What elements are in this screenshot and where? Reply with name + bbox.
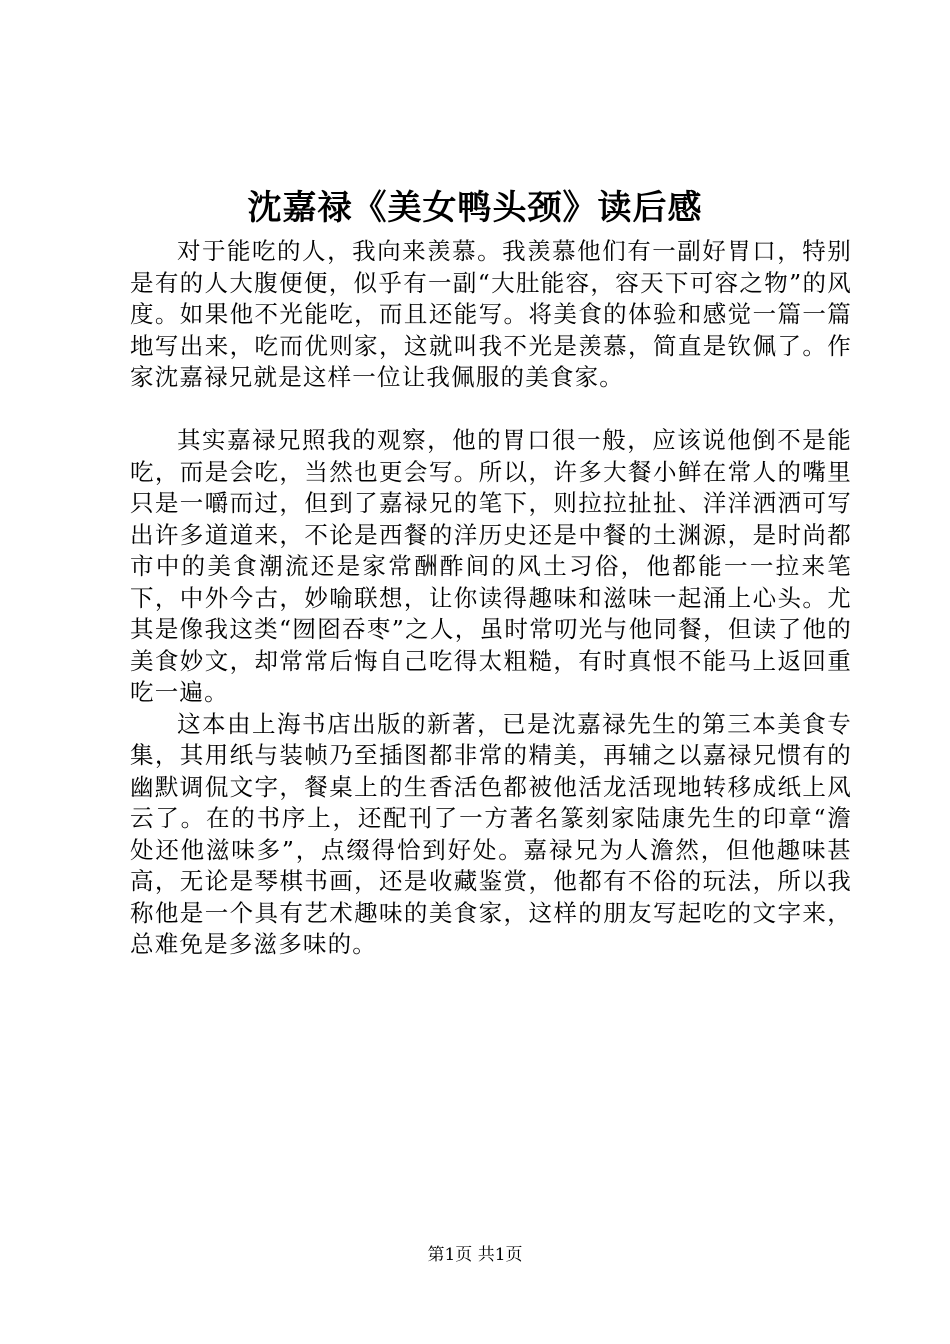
document-body — [130, 236, 852, 961]
document-title: 沈嘉禄《美女鸭头颈》读后感 — [247, 188, 703, 228]
paragraph-3: 这本由上海书店出版的新著，已是沈嘉禄先生的第三本美食专集，其用纸与装帧乃至插图都非常的精美，再辅之以嘉禄兄惯有的幽默调侃文字，餐桌上的生香活色都被他活龙活现地转移成纸上风云了。在的书序上，还配刊了一方著名篆刻家陆康先生的印章“澹处还他滋味多”，点缀得恰到好处。嘉禄兄为人澹然，但他趣味甚高，无论是琴棋书画，还是收藏鉴赏，他都有不俗的玩法，所以我称他是一个具有艺术趣味的美食家，这样的朋友写起吃的文字来，总难免是多滋多味的。 — [130, 709, 852, 958]
page-footer: 第1页 共1页 — [427, 1245, 523, 1265]
paragraph-2: 其实嘉禄兄照我的观察，他的胃口很一般，应该说他倒不是能吃，而是会吃，当然也更会写。所以，许多大餐小鲜在常人的嘴里只是一嚼而过，但到了嘉禄兄的笔下，则拉拉扯扯、洋洋洒洒可写出许多道道来，不论是西餐的洋历史还是中餐的土渊源，是时尚都市中的美食潮流还是家常酬酢间的风土习俗，他都能一一拉来笔下，中外今古，妙喻联想，让你读得趣味和滋味一起涌上心头。尤其是像我这类“囫囵吞枣”之人，虽时常叨光与他同餐，但读了他的美食妙文，却常常后悔自己吃得太粗糙，有时真恨不能马上返回重吃一遍。 — [130, 426, 852, 706]
paragraph-1: 对于能吃的人，我向来羡慕。我羡慕他们有一副好胃口，特别是有的人大腹便便，似乎有一副“大肚能容，容天下可容之物”的风度。如果他不光能吃，而且还能写。将美食的体验和感觉一篇一篇地写出来，吃而优则家，这就叫我不光是羡慕，简直是钦佩了。作家沈嘉禄兄就是这样一位让我佩服的美食家。 — [130, 237, 852, 391]
